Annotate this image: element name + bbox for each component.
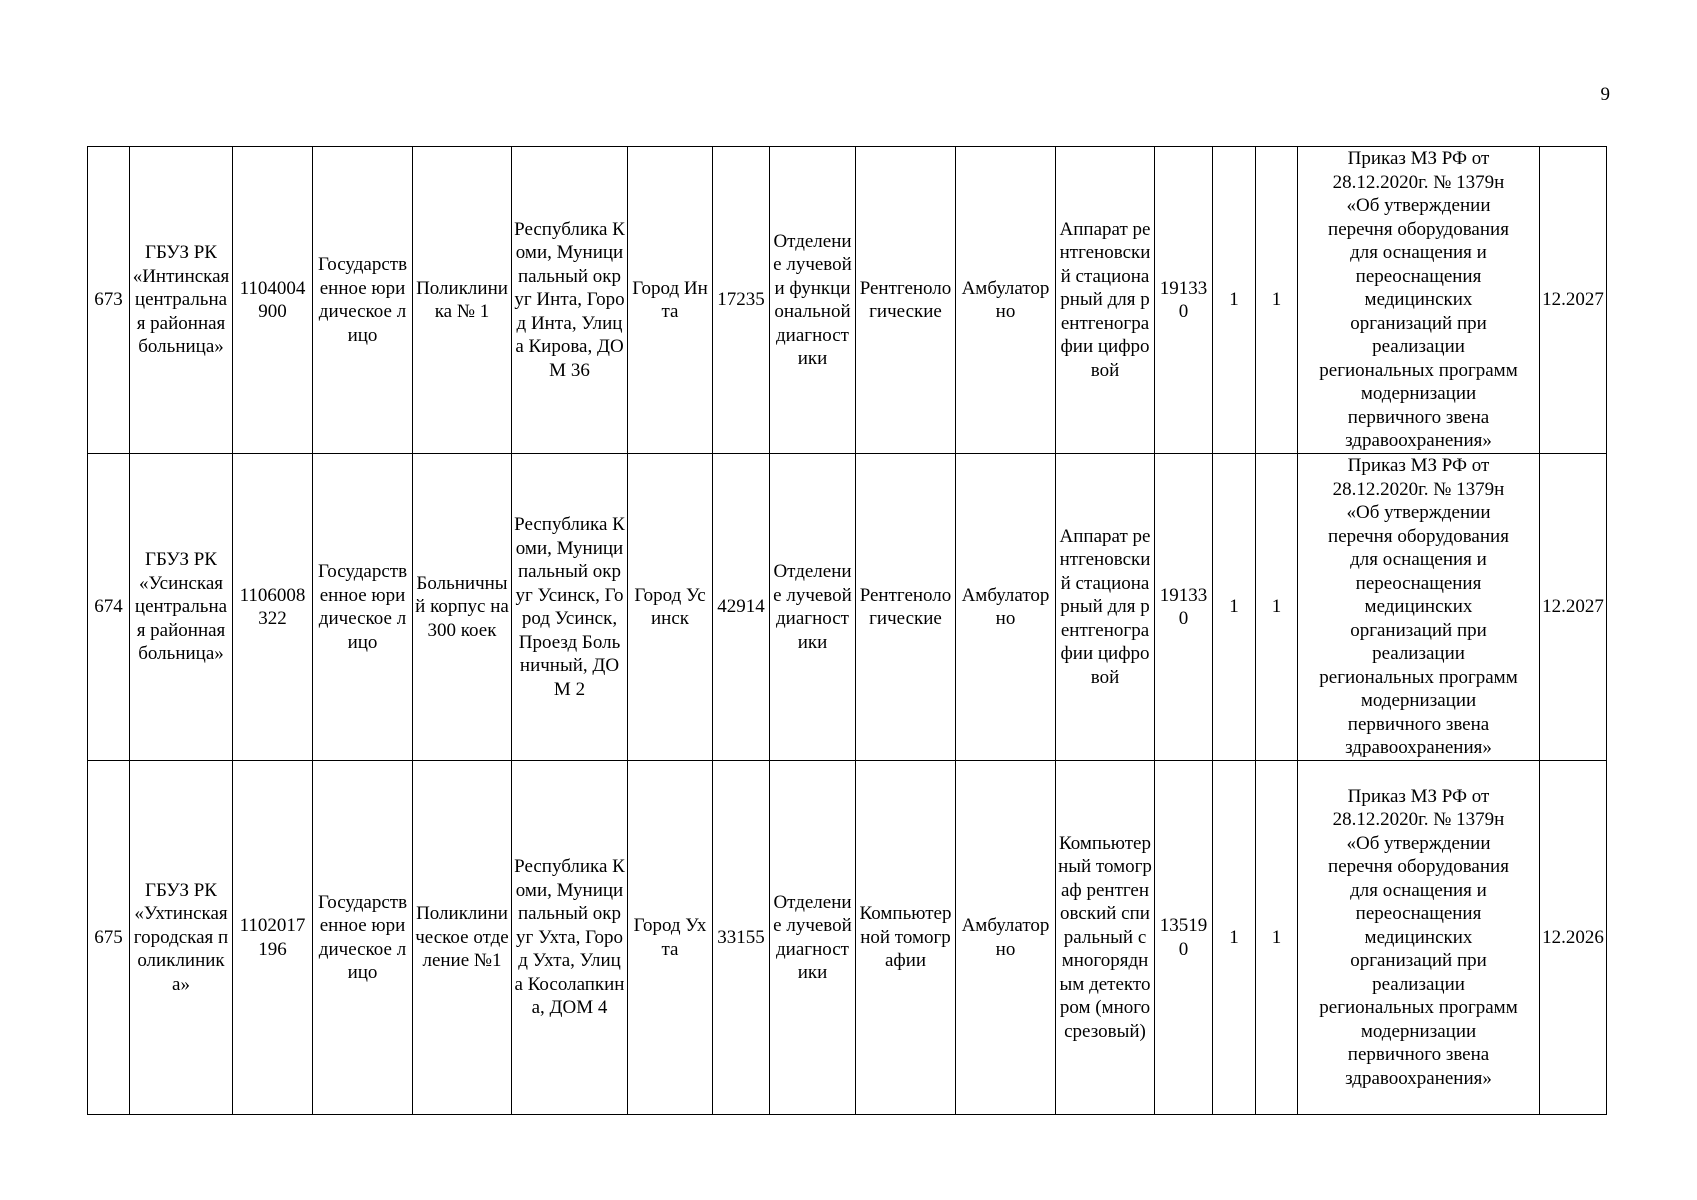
care-type: Амбулаторно bbox=[956, 761, 1056, 1115]
locality: Город Усинск bbox=[628, 454, 713, 761]
equipment-name: Компьютерный томограф рентгеновский спиральный с многорядным детектором (многосрезовый) bbox=[1056, 761, 1155, 1115]
organization-name: ГБУЗ РК «Ухтинская городская поликлиника» bbox=[130, 761, 233, 1115]
legal-basis: Приказ МЗ РФ от 28.12.2020г. № 1379н «Об утверждении перечня оборудования для оснащения и переоснащения медицинских организаций при реализации региональных программ модернизации первичного звена здравоохранения» bbox=[1298, 761, 1540, 1115]
unit-name: Больничный корпус на 300 коек bbox=[413, 454, 512, 761]
legal-basis: Приказ МЗ РФ от 28.12.2020г. № 1379н «Об утверждении перечня оборудования для оснащения и переоснащения медицинских организаций при реализации региональных программ модернизации первичного звена здравоохранения» bbox=[1298, 147, 1540, 454]
equipment-name: Аппарат рентгеновский стационарный для рентгенографии цифровой bbox=[1056, 147, 1155, 454]
row-number: 673 bbox=[88, 147, 130, 454]
deadline-date: 12.2027 bbox=[1540, 147, 1607, 454]
ogrn: 1102017196 bbox=[233, 761, 313, 1115]
legal-form: Государственное юридическое лицо bbox=[313, 147, 413, 454]
locality-code: 17235 bbox=[713, 147, 770, 454]
locality-code: 33155 bbox=[713, 761, 770, 1115]
legal-form: Государственное юридическое лицо bbox=[313, 761, 413, 1115]
quantity-2: 1 bbox=[1256, 147, 1298, 454]
deadline-date: 12.2027 bbox=[1540, 454, 1607, 761]
address: Республика Коми, Муниципальный округ Инта, Город Инта, Улица Кирова, ДОМ 36 bbox=[512, 147, 628, 454]
legal-form: Государственное юридическое лицо bbox=[313, 454, 413, 761]
equipment-code: 135190 bbox=[1155, 761, 1213, 1115]
equipment-code: 191330 bbox=[1155, 454, 1213, 761]
locality: Город Инта bbox=[628, 147, 713, 454]
quantity-1: 1 bbox=[1213, 147, 1256, 454]
quantity-1: 1 bbox=[1213, 454, 1256, 761]
organization-name: ГБУЗ РК «Интинская центральная районная больница» bbox=[130, 147, 233, 454]
locality-code: 42914 bbox=[713, 454, 770, 761]
organization-name: ГБУЗ РК «Усинская центральная районная больница» bbox=[130, 454, 233, 761]
unit-name: Поликлиническое отделение №1 bbox=[413, 761, 512, 1115]
quantity-1: 1 bbox=[1213, 761, 1256, 1115]
care-type: Амбулаторно bbox=[956, 454, 1056, 761]
address: Республика Коми, Муниципальный округ Усинск, Город Усинск, Проезд Больничный, ДОМ 2 bbox=[512, 454, 628, 761]
department: Отделение лучевой диагностики bbox=[770, 761, 856, 1115]
table-row bbox=[88, 147, 1607, 454]
locality: Город Ухта bbox=[628, 761, 713, 1115]
profile: Рентгенологические bbox=[856, 147, 956, 454]
equipment-table bbox=[87, 146, 1607, 1115]
equipment-code: 191330 bbox=[1155, 147, 1213, 454]
table-row bbox=[88, 761, 1607, 1115]
profile: Компьютерной томографии bbox=[856, 761, 956, 1115]
legal-basis: Приказ МЗ РФ от 28.12.2020г. № 1379н «Об утверждении перечня оборудования для оснащения и переоснащения медицинских организаций при реализации региональных программ модернизации первичного звена здравоохранения» bbox=[1298, 454, 1540, 761]
row-number: 675 bbox=[88, 761, 130, 1115]
page-number: 9 bbox=[1600, 84, 1610, 105]
department: Отделение лучевой и функциональной диагностики bbox=[770, 147, 856, 454]
quantity-2: 1 bbox=[1256, 454, 1298, 761]
quantity-2: 1 bbox=[1256, 761, 1298, 1115]
row-number: 674 bbox=[88, 454, 130, 761]
unit-name: Поликлиника № 1 bbox=[413, 147, 512, 454]
address: Республика Коми, Муниципальный округ Ухта, Город Ухта, Улица Косолапкина, ДОМ 4 bbox=[512, 761, 628, 1115]
department: Отделение лучевой диагностики bbox=[770, 454, 856, 761]
deadline-date: 12.2026 bbox=[1540, 761, 1607, 1115]
ogrn: 1106008322 bbox=[233, 454, 313, 761]
ogrn: 1104004900 bbox=[233, 147, 313, 454]
equipment-name: Аппарат рентгеновский стационарный для рентгенографии цифровой bbox=[1056, 454, 1155, 761]
profile: Рентгенологические bbox=[856, 454, 956, 761]
table-row bbox=[88, 454, 1607, 761]
care-type: Амбулаторно bbox=[956, 147, 1056, 454]
